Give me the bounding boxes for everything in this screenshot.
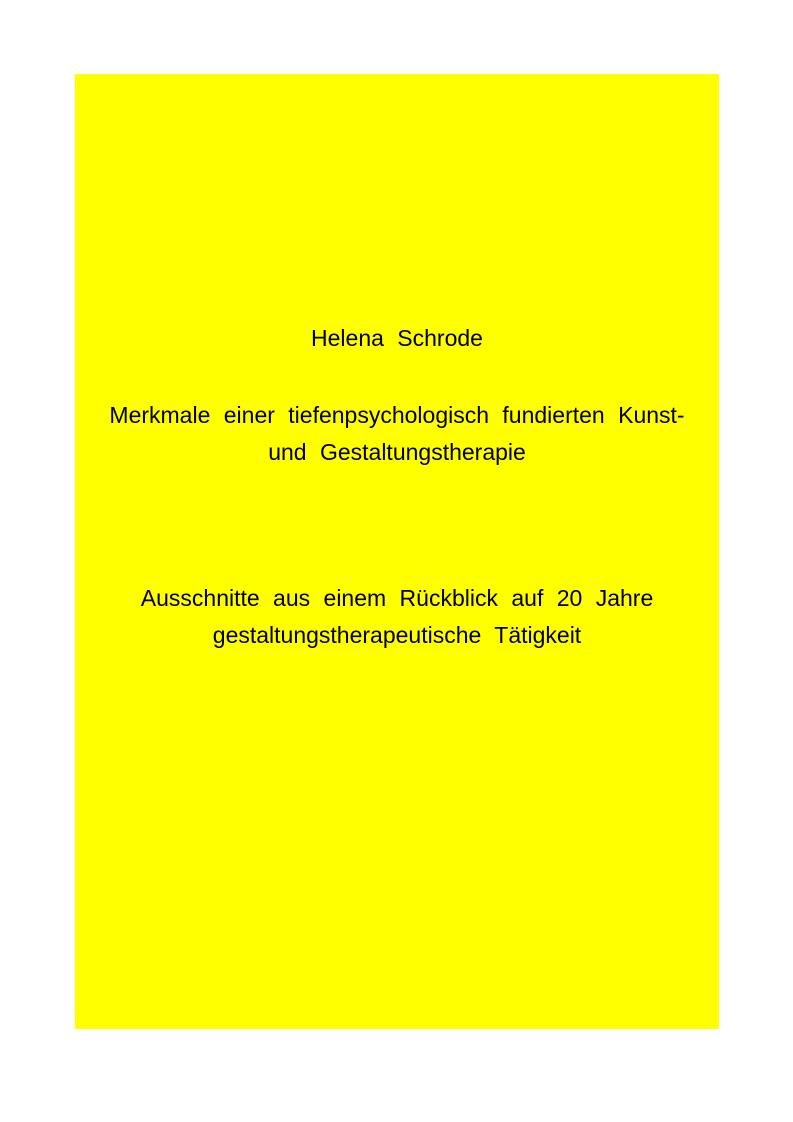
document-subtitle: Ausschnitte aus einem Rückblick auf 20 Jahre gestaltungstherapeutische Tätigkeit	[140, 585, 654, 648]
author-name: Helena Schrode	[311, 325, 483, 351]
document-title: Merkmale einer tiefenpsychologisch fundierten Kunst- und Gestaltungstherapie	[109, 402, 685, 465]
cover-panel	[75, 74, 719, 1029]
